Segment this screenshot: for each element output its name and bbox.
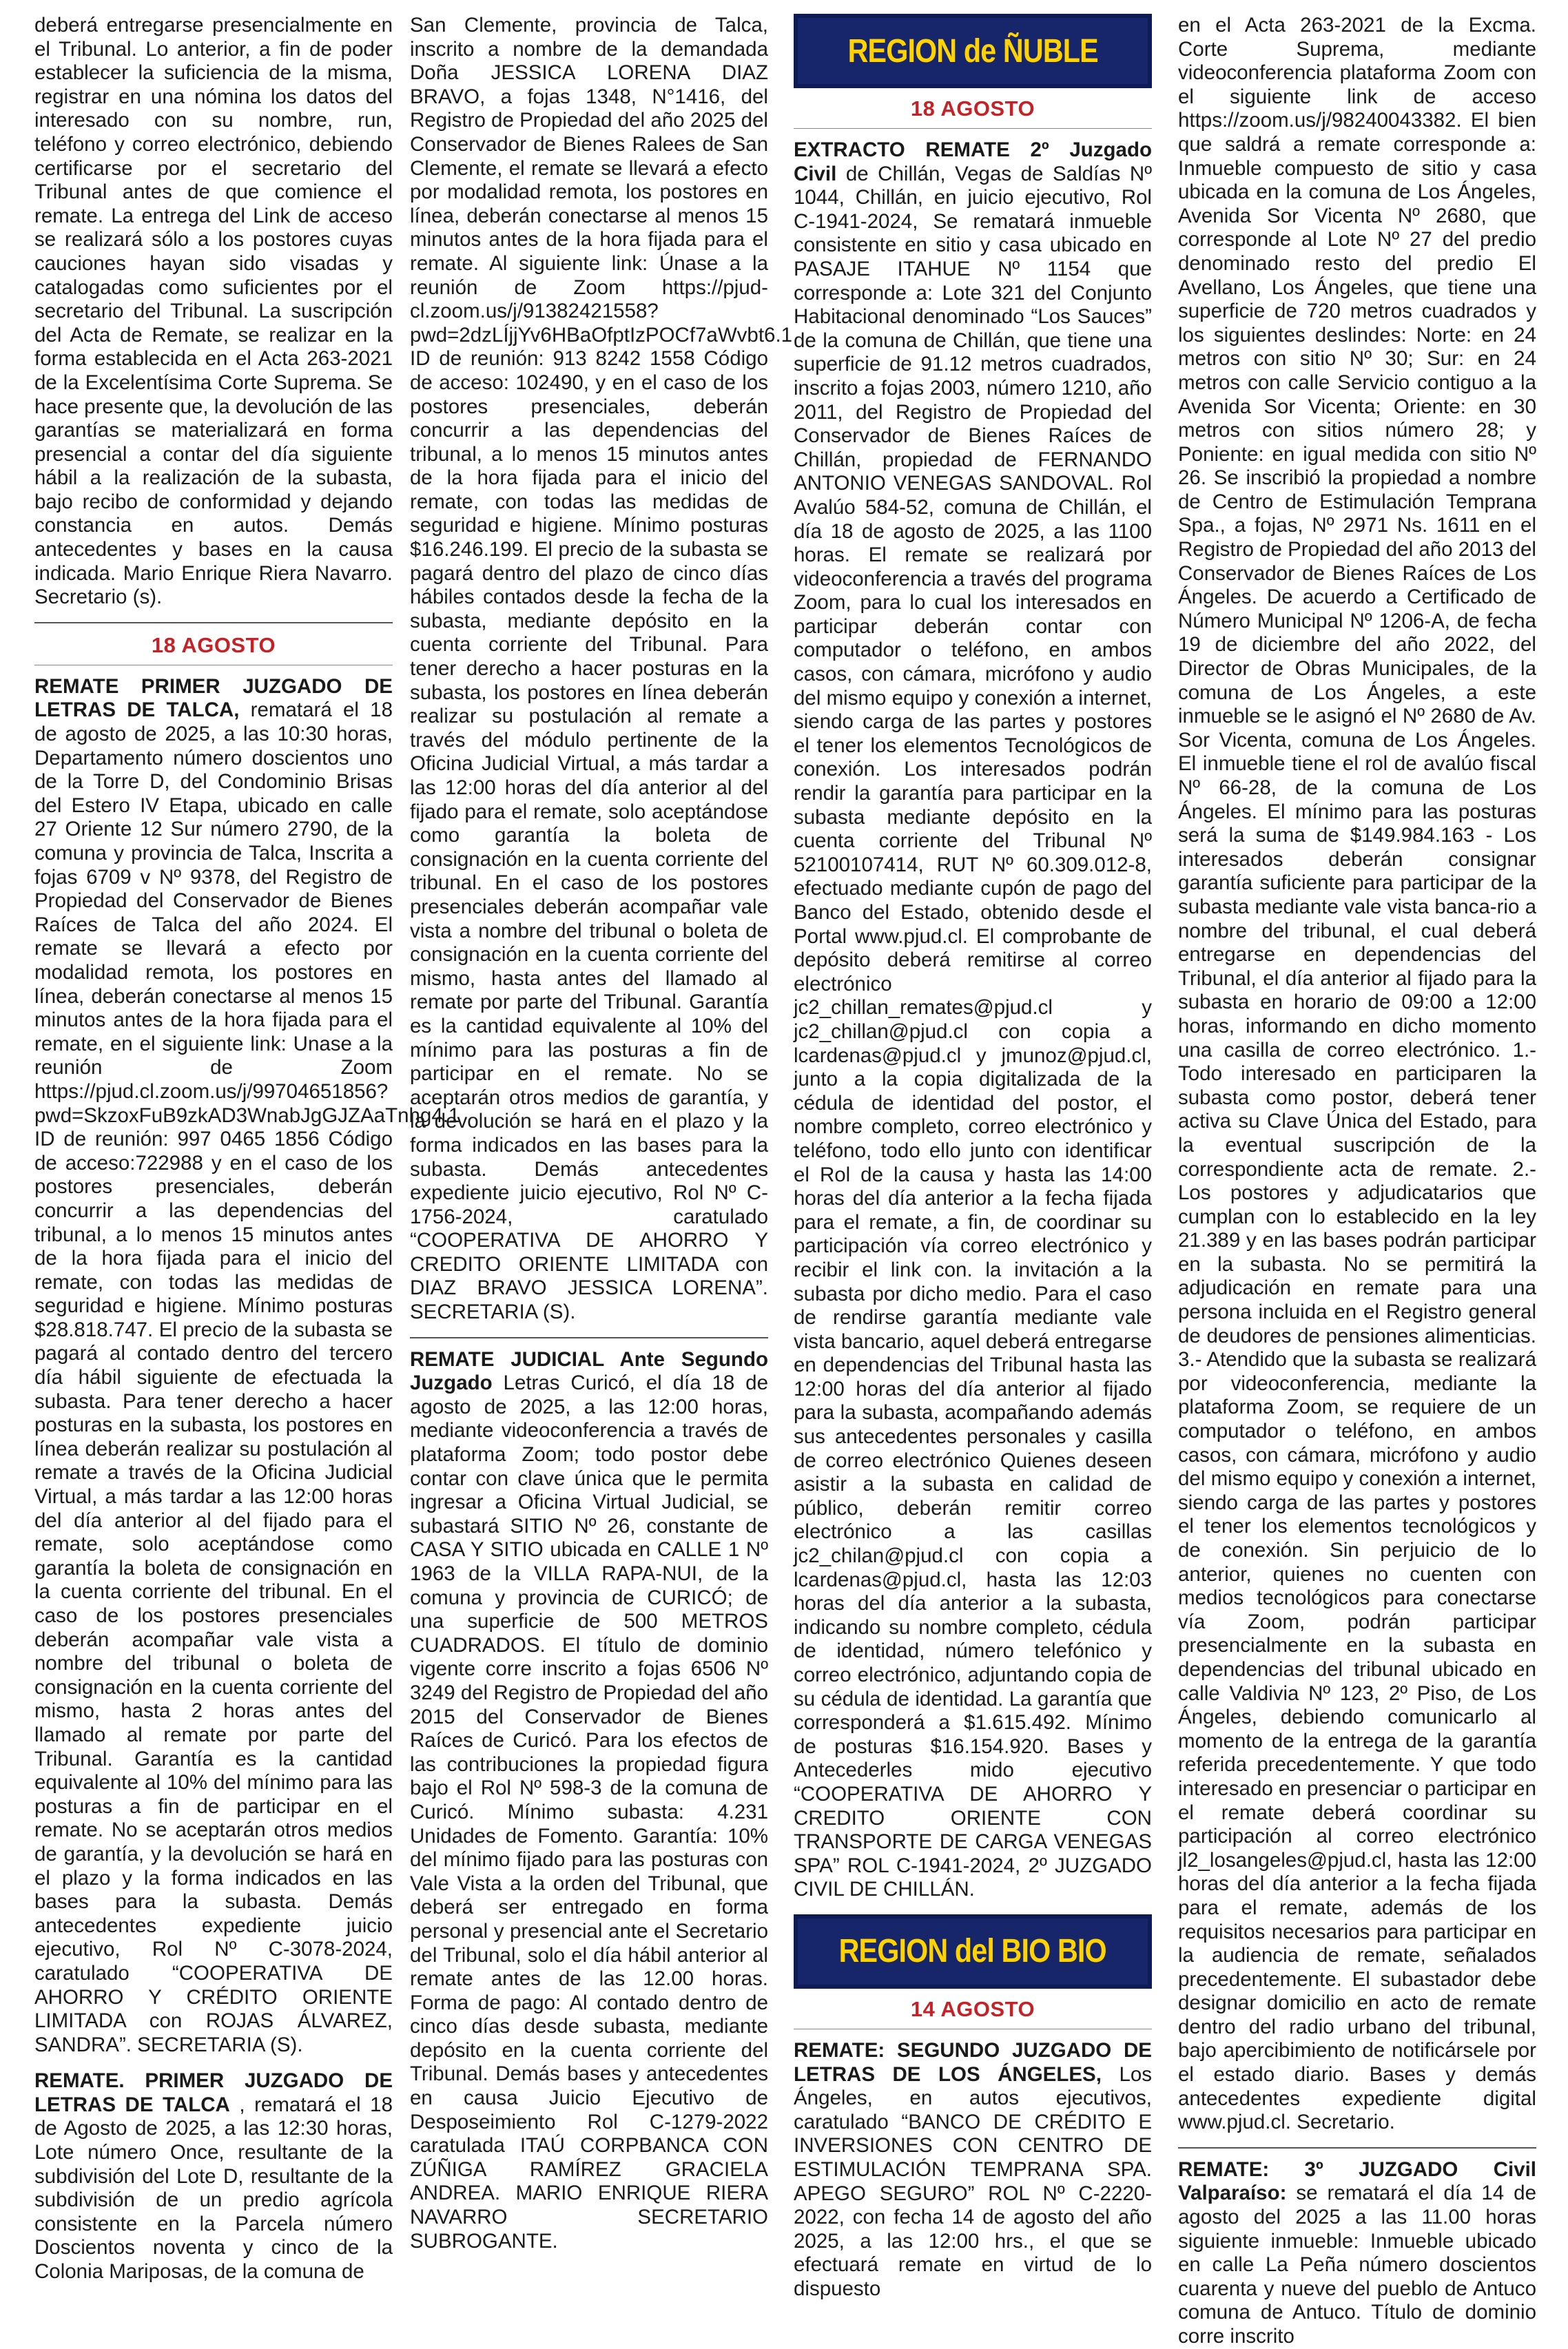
date-heading: 18 AGOSTO — [151, 632, 276, 657]
divider — [34, 622, 393, 623]
region-title: REGION del BIO BIO — [838, 1933, 1107, 1970]
column-3 — [794, 14, 1153, 2300]
notice-heading: REMATE: 3º JUZGADO Civil Valparaíso: — [1178, 2157, 1536, 2205]
notice-body: se rematará el día 14 de agosto del 2025 a las 11.00 horas siguiente inmueble: Inmueble ubicado en calle La Peña número doscientos cuarenta y nueve del pueblo de Antuco comuna de Antuco. Título de dominio corre inscrito — [1178, 2182, 1536, 2348]
divider — [794, 128, 1152, 129]
notice-body: , rematará el 18 de Agosto de 2025, a las 12:30 horas, Lote número Once, resultante de la subdivisión del Lote D, resultante de la subdivisión de un predio agrícola consistente en la Parcela número Doscientos noventa y cinco de la Colonia Mariposas, de la comuna de — [34, 2093, 393, 2284]
divider — [1178, 2147, 1536, 2149]
divider — [410, 1337, 768, 1338]
notice-remate-talca-2 — [34, 2069, 393, 2284]
column-4 — [1178, 14, 1536, 2348]
date-heading: 14 AGOSTO — [910, 1996, 1035, 2021]
notice-continuation: San Clemente, provincia de Talca, inscrito a nombre de la demandada Doña JESSICA LORENA DIAZ BRAVO, a fojas 1348, N°1416, del Registro de Propiedad del año 2025 del Conservador de Bienes Ralees de San Clemente, el remate se llevará a efecto por modalidad remota, los postores en línea, deberán conectarse al menos 15 minutos antes de la hora fijada para el remate. Al siguiente link: Únase a la reunión de Zoom https://pjud-cl.zoom.us/j/91382421558?pwd=2dzLÍjjYv6HBaOfptIzPOCf7aWvbt6.1 ID de reunión: 913 8242 1558 Código de acceso: 102490, y en el caso de los postores presenciales, deberán concurrir a las dependencias del tribunal, a lo menos 15 minutos antes de la hora fijada para el inicio del remate, con todas las medidas de seguridad e higiene. Mínimo posturas $16.246.199. El precio de la subasta se pagará dentro del plazo de cinco días hábiles contados desde la fecha de la subasta, mediante depósito en la cuenta corriente del Tribunal. Para tener derecho a hacer posturas en la subasta, los postores en línea deberán realizar su postulación al remate a través del módulo pertinente de la Oficina Judicial Virtual, a más tardar a las 12:00 horas del día anterior al del fijado para el remate, solo aceptándose como garantía la boleta de consignación en la cuenta corriente del tribunal. En el caso de los postores presenciales deberán acompañar vale vista a nombre del tribunal o boleta de consignación en la cuenta corriente del mismo, hasta antes del llamado al remate por parte del Tribunal. Garantía es la cantidad equivalente al 10% del mínimo para las posturas a fin de participar en el remate. No se aceptarán otros medios de garantía, y la devolución se hará en el plazo y la forma indicados en las bases para la subasta. Demás antecedentes expediente juicio ejecutivo, Rol Nº C-1756-2024, caratulado “COOPERATIVA DE AHORRO Y CREDITO ORIENTE LIMITADA con DIAZ BRAVO JESSICA LORENA”. SECRETARIA (S). — [410, 14, 793, 1324]
notice-remate-chillan — [794, 138, 1152, 1902]
column-1 — [34, 14, 460, 2284]
notice-heading: REMATE. PRIMER JUZGADO DE LETRAS DE TALCA — [34, 2069, 393, 2116]
notice-heading: REMATE: SEGUNDO JUZGADO DE LETRAS DE LOS ÁNGELES, — [794, 2038, 1152, 2086]
notice-remate-los-angeles — [794, 2039, 1152, 2301]
notice-body: de Chillán, Vegas de Saldías Nº 1044, Chillán, en juicio ejecutivo, Rol C-1941-2024, Se rematará inmueble consistente en sitio y casa ubicado en PASAJE ITAHUE Nº 1154 que corresponde a: Lote 321 del Conjunto Habitacional denominado “Los Sauces” de la comuna de Chillán, que tiene una superficie de 91.12 metros cuadrados, inscrito a fojas 2003, número 1210, año 2011, del Registro de Propiedad del Conservador de Bienes Raíces de Chillán, propiedad de FERNANDO ANTONIO VENEGAS SANDOVAL. Rol Avalúo 584-52, comuna de Chillán, el día 18 de agosto de 2025, a las 1100 horas. El remate se realizará por videoconferencia a través del programa Zoom, para lo cual los interesados en participar deberán contar con computador o teléfono, en ambos casos, con cámara, micrófono y audio del mismo equipo y conexión a internet, siendo carga de las partes y postores el tener los elementos Tecnológicos de conexión. Los interesados podrán rendir la garantía para participar en la subasta mediante depósito en la cuenta corriente del Tribunal Nº 52100107414, RUT Nº 60.309.012-8, efectuado mediante cupón de pago del Banco del Estado, obtenido desde el Portal www.pjud.cl. El comprobante de depósito deberá remitirse al correo electrónico jc2_chillan_remates@pjud.cl y jc2_chillan@pjud.cl con copia a lcardenas@pjud.cl y jmunoz@pjud.cl, junto a la copia digitalizada de la cédula de identidad del postor, el nombre completo, correo electrónico y teléfono, todo ello junto con identificar el Rol de la causa y hasta las 14:00 horas del día anterior a la fecha fijada para el remate, a fin, de coordinar su participación vía correo electrónico y recibir el link con. la invitación a la subasta por dicho medio. Para el caso de rendirse garantía mediante vale vista bancario, aquel deberá entregarse en dependencias del Tribunal hasta las 12:00 horas del día anterior al fijado para la subasta, acompañando además sus antecedentes personales y casilla de correo electrónico Quienes deseen asistir a la subasta en calidad de público, deberán remitir correo electrónico a las casillas jc2_chilan@pjud.cl con copia a lcardenas@pjud.cl, hasta las 12:03 horas del día anterior a la subasta, indicando su nombre completo, cédula de identidad, número telefónico y correo electrónico, adjuntando copia de su cédula de identidad. La garantía que corresponderá a $1.615.492. Mínimo de posturas $16.154.920. Bases y Antecederles mido ejecutivo “COOPERATIVA DE AHORRO Y CREDITO ORIENTE CON TRANSPORTE DE CARGA VENEGAS SPA” ROL C-1941-2024, 2º JUZGADO CIVIL DE CHILLÁN. — [794, 162, 1152, 1901]
notice-continuation: en el Acta 263-2021 de la Excma. Corte Suprema, mediante videoconferencia plataforma Zoom con el siguiente link de acceso https://zoom.us/j/98240043382. El bien que saldrá a remate corresponde a: Inmueble compuesto de sitio y casa ubicada en la comuna de Los Ángeles, Avenida Sor Vicenta Nº 2680, que corresponde al Lote Nº 27 del predio denominado resto del predio El Avellano, Los Ángeles, que tiene una superficie de 720 metros cuadrados y los siguientes deslindes: Norte: en 24 metros con sitio Nº 30; Sur: en 24 metros con calle Servicio contiguo a la Avenida Sor Vicenta; Oriente: en 30 metros con sitios número 28; y Poniente: en igual medida con sitio Nº 26. Se inscribió la propiedad a nombre de Centro de Estimulación Temprana Spa., a fojas, Nº 2971 Ns. 1611 en el Registro de Propiedad del año 2013 del Conservador de Bienes Raíces de Los Ángeles. De acuerdo a Certificado de Número Municipal Nº 1206-A, de fecha 19 de diciembre del año 2022, del Director de Obras Municipales, de la comuna de Los Ángeles, a este inmueble se le asignó el Nº 2680 de Av. Sor Vicenta, comuna de Los Ángeles. El inmueble tiene el rol de avalúo fiscal Nº 66-28, de la comuna de Los Ángeles. El mínimo para las posturas será la suma de $149.984.163 - Los interesados deberán consignar garantía suficiente para participar de la subasta mediante vale vista banca-rio a nombre del tribunal, el cual deberá entregarse en dependencias del Tribunal, el día anterior al fijado para la subasta en horario de 09:00 a 12:00 horas, informando en dicho momento una casilla de correo electrónico. 1.- Todo interesado en participaren la subasta como postor, deberá tener activa su Clave Única del Estado, para la eventual suscripción de la correspondiente acta de remate. 2.- Los postores y adjudicatarios que cumplan con lo establecido en la ley 21.389 y en las bases podrán participar en la subasta. No se permitirá la adjudicación en remate para una persona incluida en el Registro general de deudores de pensiones alimenticias. 3.- Atendido que la subasta se realizará por videoconferencia, mediante la plataforma Zoom, se requiere de un computador o teléfono, en ambos casos, con cámara, micrófono y audio del mismo equipo y conexión a internet, siendo carga de las partes y postores el tener los elementos tecnológicos y de conexión. Sin perjuicio de lo anterior, quienes no cuenten con medios tecnológicos para conectarse vía Zoom, podrán participar presencialmente en la subasta en dependencias del tribunal ubicado en calle Valdivia Nº 123, 2º Piso, de Los Ángeles, debiendo comunicarlo al momento de la entrega de la garantía referida precedentemente. Y que todo interesado en presenciar o participar en el remate deberá coordinar su participación al correo electrónico jl2_losangeles@pjud.cl, hasta las 12:00 horas del día anterior a la fecha fijada para el remate, además de los requisitos necesarios para participar en la audiencia de remate, señalados precedentemente. El subastador debe designar domicilio en acto de remate dentro del radio urbano del tribunal, bajo apercibimiento de notificársele por el estado diario. Bases y demás antecedentes expediente digital www.pjud.cl. Secretario. — [1178, 14, 1536, 2134]
notice-body: Letras Curicó, el día 18 de agosto de 2025, a las 12:00 horas, mediante videoconferencia a través de plataforma Zoom; todo postor debe contar con clave única que le permita ingresar a Oficina Virtual Judicial, se subastará SITIO Nº 26, constante de CASA Y SITIO ubicada en CALLE 1 Nº 1963 de la VILLA RAPA-NUI, de la comuna y provincia de CURICÓ; de una superficie de 500 METROS CUADRADOS. El título de dominio vigente corre inscrito a fojas 6506 Nº 3249 del Registro de Propiedad del año 2015 del Conservador de Bienes Raíces de Curicó. Para los efectos de las contribuciones la propiedad figura bajo el Rol Nº 598-3 de la comuna de Curicó. Mínimo subasta: 4.231 Unidades de Fomento. Garantía: 10% del mínimo fijado para las posturas con Vale Vista a la orden del Tribunal, que deberá ser entregado en forma personal y presencial ante el Secretario del Tribunal, solo el día hábil anterior al remate antes de las 12.00 horas. Forma de pago: Al contado dentro de cinco días desde subasta, mediante depósito en la cuenta corriente del Tribunal. Demás bases y antecedentes en causa Juicio Ejecutivo de Desposeimiento Rol C-1279-2022 caratulada ITAÚ CORPBANCA CON ZÚÑIGA RAMÍREZ GRACIELA ANDREA. MARIO ENRIQUE RIERA NAVARRO SECRETARIO SUBROGANTE. — [410, 1372, 768, 2253]
region-title: REGION de ÑUBLE — [847, 32, 1098, 70]
notice-heading: REMATE JUDICIAL Ante Segundo Juzgado — [410, 1347, 768, 1395]
notice-body: rematará el 18 de agosto de 2025, a las 10:30 horas, Departamento número doscientos uno de la Torre D, del Condominio Brisas del Estero IV Etapa, ubicado en calle 27 Oriente 12 Sur número 2790, de la comuna y provincia de Talca, Inscrita a fojas 6709 v Nº 9378, del Registro de Propiedad del Conservador de Bienes Raíces de Talca del año 2024. El remate se llevará a efecto por modalidad remota, los postores en línea, deberán conectarse al menos 15 minutos antes de la hora fijada para el remate, en el siguiente link: Unase a la reunión de Zoom https://pjud.cl.zoom.us/j/99704651856?pwd=SkzoxFuB9zkAD3WnabJgGJZAaTnhg4.1 ID de reunión: 997 0465 1856 Código de acceso:722988 y en el caso de los postores presenciales, deberán concurrir a las dependencias del tribunal, a lo menos 15 minutos antes de la hora fijada para el inicio del remate, con todas las medidas de seguridad e higiene. Mínimo posturas $28.818.747. El precio de la subasta se pagará al contado dentro del tercero día hábil siguiente de efectuada la subasta. Para tener derecho a hacer posturas en la subasta, los postores en línea deberán realizar su postulación al remate a través de la Oficina Judicial Virtual, a más tardar a las 12:00 horas del día anterior al del fijado para el remate, solo aceptándose como garantía la boleta de consignación en la cuenta corriente del tribunal. En el caso de los postores presenciales deberán acompañar vale vista a nombre del tribunal o boleta de consignación en la cuenta corriente del mismo, hasta 2 horas antes del llamado al remate por parte del Tribunal. Garantía es la cantidad equivalente al 10% del mínimo para las posturas a fin de participar en el remate. No se aceptarán otros medios de garantía, y la devolución se hará en el plazo y la forma indicados en las bases para la subasta. Demás antecedentes expediente juicio ejecutivo, Rol Nº C-3078-2024, caratulado “COOPERATIVA DE AHORRO Y CRÉDITO ORIENTE LIMITADA con ROJAS ÁLVAREZ, SANDRA”. SECRETARIA (S). — [34, 699, 460, 2056]
notice-remate-talca-1 — [34, 674, 460, 2057]
region-banner-nuble — [794, 14, 1152, 88]
region-banner-biobio — [794, 1914, 1152, 1989]
notice-heading: EXTRACTO REMATE 2º Juzgado Civil — [794, 138, 1152, 185]
notice-remate-curico — [410, 1348, 768, 2254]
column-2 — [410, 14, 793, 2253]
notice-continuation: deberá entregarse presencialmente en el Tribunal. Lo anterior, a fin de poder establecer la suficiencia de la misma, registrar en una nómina los datos del interesado con su nombre, run, teléfono y correo electrónico, debiendo certificarse por el secretario del Tribunal antes de que comience el remate. La entrega del Link de acceso se realizará sólo a los postores cuyas cauciones hayan sido visadas y catalogadas como suficientes por el secretario del Tribunal. La suscripción del Acta de Remate, se realizar en la forma establecida en el Acta 263-2021 de la Excelentísima Corte Suprema. Se hace presente que, la devolución de las garantías se materializará en forma presencial a contar del día siguiente hábil a la realización de la subasta, bajo recibo de conformidad y dejando constancia en autos. Demás antecedentes y bases en la causa indicada. Mario Enrique Riera Navarro. Secretario (s). — [34, 14, 393, 609]
notice-remate-valparaiso — [1178, 2158, 1536, 2349]
notice-body: Los Ángeles, en autos ejecutivos, caratulado “BANCO DE CRÉDITO E INVERSIONES CON CENTRO DE ESTIMULACIÓN TEMPRANA SPA. APEGO SEGURO” ROL Nº C-2220-2022, con fecha 14 de agosto del año 2025, a las 12:00 hrs., el que se efectuará remate en virtud de lo dispuesto — [794, 2062, 1153, 2300]
date-heading: 18 AGOSTO — [910, 96, 1035, 121]
notice-heading: REMATE PRIMER JUZGADO DE LETRAS DE TALCA, — [34, 674, 393, 722]
